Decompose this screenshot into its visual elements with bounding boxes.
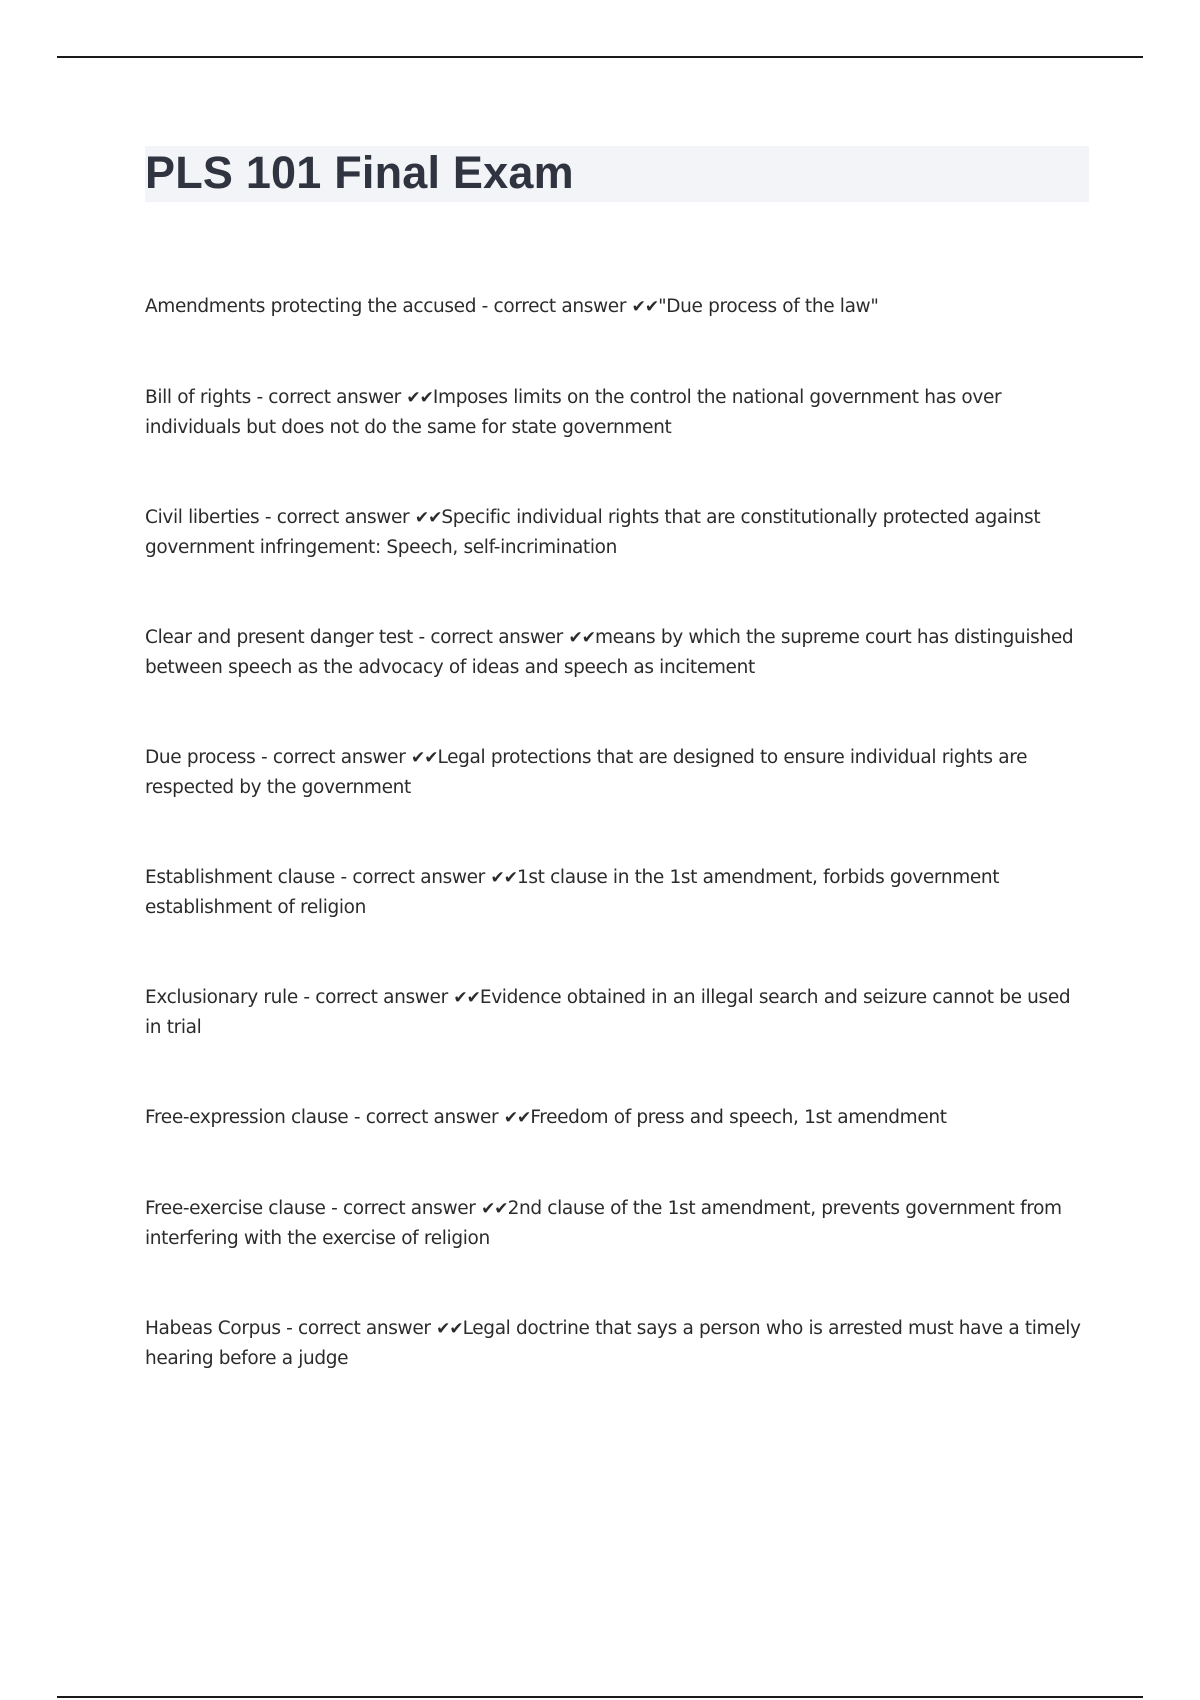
bottom-rule [57,1696,1143,1698]
entry-definition: Evidence obtained in an illegal search and seizure cannot be used in trial [145,987,1071,1038]
double-check-icon: ✔✔ [414,508,442,528]
entry-term: Clear and present danger test [145,627,413,648]
entry-definition: Legal doctrine that says a person who is arrested must have a timely hearing before a judge [145,1318,1081,1369]
entry-term: Free-expression clause [145,1107,349,1128]
double-check-icon: ✔✔ [436,1319,463,1339]
page-title: PLS 101 Final Exam [145,147,574,198]
qa-entry [145,503,1090,623]
qa-entry [145,743,1090,863]
entry-separator: - correct answer [255,747,411,768]
entry-separator: - correct answer [259,507,415,528]
entry-definition: Legal protections that are designed to ensure individual rights are respected by the government [145,747,1028,798]
qa-entry [145,863,1090,983]
double-check-icon: ✔✔ [503,1108,531,1128]
entry-definition: means by which the supreme court has distinguished between speech as the advocacy of ideas and speech as incitement [145,627,1074,678]
qa-list [145,292,1090,1434]
entry-separator: - correct answer [412,627,569,648]
entry-term: Establishment clause [145,867,335,888]
entry-term: Bill of rights [145,387,251,408]
qa-entry [145,983,1090,1103]
double-check-icon: ✔✔ [453,988,480,1008]
entry-definition: Freedom of press and speech, 1st amendment [530,1107,947,1128]
entry-separator: - correct answer [325,1198,482,1219]
entry-separator: - correct answer [348,1107,504,1128]
qa-entry [145,1194,1090,1314]
qa-entry [145,623,1090,743]
entry-definition: Specific individual rights that are constitutionally protected against government infringement: Speech, self-incrimination [145,507,1041,558]
qa-entry [145,1314,1090,1434]
double-check-icon: ✔✔ [406,388,433,408]
entry-term: Amendments protecting the accused [145,296,477,317]
entry-separator: - correct answer [250,387,407,408]
entry-term: Civil liberties [145,507,260,528]
qa-entry [145,383,1090,503]
entry-definition: Imposes limits on the control the national government has over individuals but does not do the same for state government [145,387,1002,438]
entry-term: Habeas Corpus [145,1318,281,1339]
double-check-icon: ✔✔ [481,1199,508,1219]
entry-separator: - correct answer [297,987,454,1008]
entry-definition: "Due process of the law" [658,296,879,317]
double-check-icon: ✔✔ [410,748,438,768]
double-check-icon: ✔✔ [631,297,659,317]
entry-separator: - correct answer [476,296,632,317]
double-check-icon: ✔✔ [568,628,595,648]
qa-entry [145,292,1090,383]
entry-term: Due process [145,747,256,768]
entry-definition: 2nd clause of the 1st amendment, prevents government from interfering with the exercise of religion [145,1198,1062,1249]
double-check-icon: ✔✔ [490,868,517,888]
entry-separator: - correct answer [334,867,491,888]
entry-definition: 1st clause in the 1st amendment, forbids government establishment of religion [145,867,1000,918]
qa-entry [145,1103,1090,1194]
entry-term: Free-exercise clause [145,1198,326,1219]
entry-separator: - correct answer [280,1318,437,1339]
entry-term: Exclusionary rule [145,987,298,1008]
top-rule [57,56,1143,58]
